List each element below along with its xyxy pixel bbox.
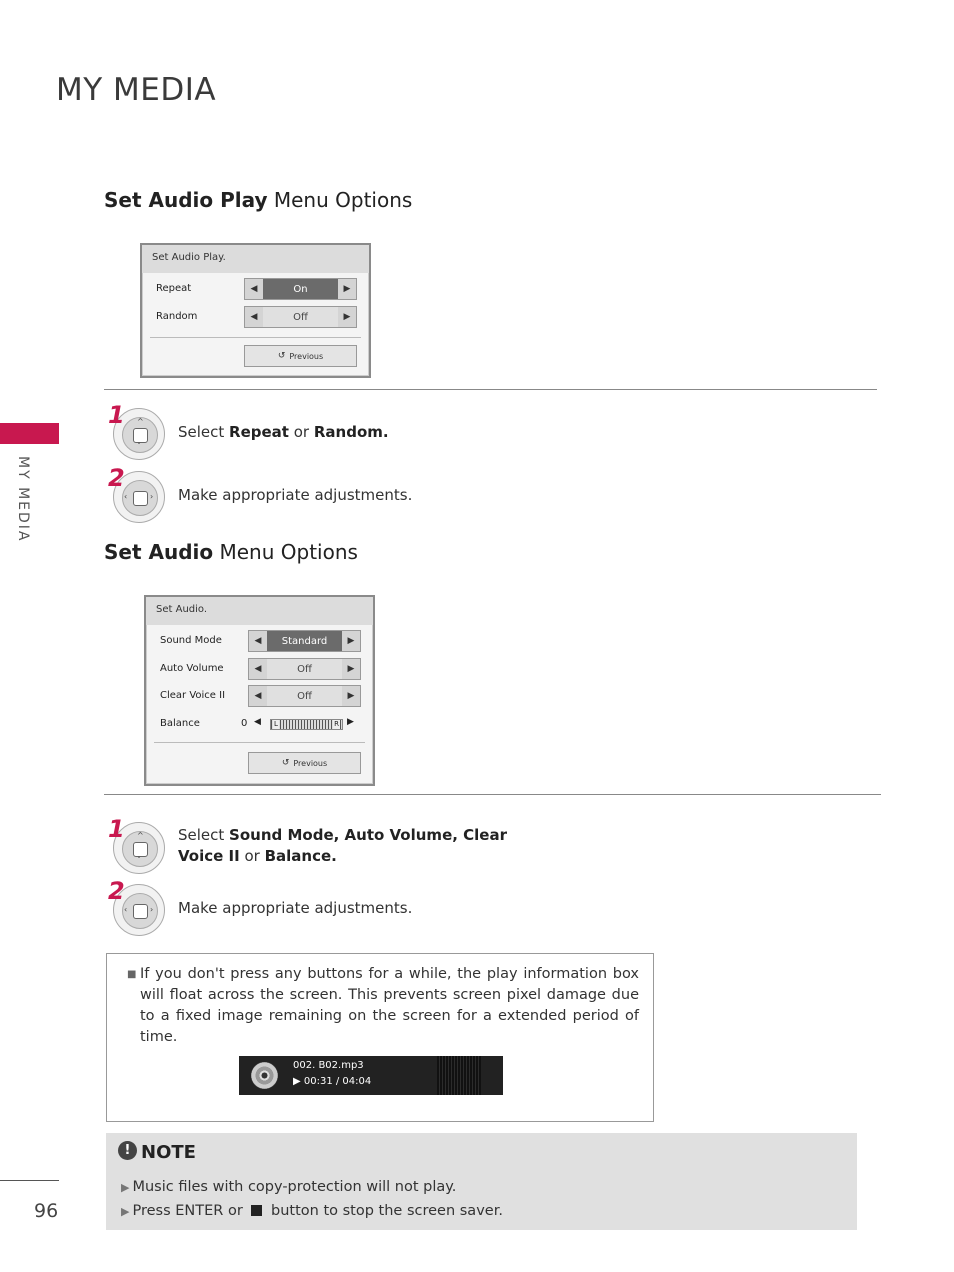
arrow-right-icon[interactable]: ▶ — [342, 686, 360, 706]
note-title: NOTE — [141, 1142, 196, 1163]
play-info-box — [239, 1056, 503, 1095]
auto-volume-selector[interactable] — [248, 658, 361, 680]
player-visualizer — [437, 1056, 481, 1095]
note-item: ▶ Press ENTER or button to stop the screen saver. — [121, 1203, 503, 1219]
step-number: 1 — [108, 401, 125, 429]
dialog-divider — [150, 337, 361, 338]
arrow-right-icon[interactable]: ▶ — [338, 307, 356, 327]
exclamation-icon: ! — [118, 1141, 137, 1160]
note-box — [106, 1133, 857, 1230]
arrow-left-icon[interactable]: ◀ — [249, 686, 267, 706]
info-box — [106, 953, 654, 1122]
row-label-clear-voice: Clear Voice II — [160, 690, 226, 701]
auto-volume-value: Off — [297, 663, 312, 675]
dialog-divider — [154, 742, 365, 743]
balance-slider[interactable]: L R — [270, 719, 343, 730]
step-instruction: Select Sound Mode, Auto Volume, Clear Voice II or Balance. — [178, 826, 508, 865]
note-item: ▶ Music files with copy-protection will not play. — [121, 1179, 457, 1195]
page-number-line — [0, 1180, 59, 1181]
remote-updown-icon: ^ ˇ — [113, 822, 165, 874]
section-heading-audio-play — [104, 188, 412, 212]
info-text: ■ If you don't press any buttons for a while, the play information box will float across the screen. This prevents screen pixel damage due to a fixed image remaining on the screen for a extended period of time. — [127, 966, 639, 1045]
remote-leftright-icon: ‹ › — [113, 471, 165, 523]
row-label-auto-volume: Auto Volume — [160, 663, 224, 674]
triangle-bullet-icon: ▶ — [121, 1205, 130, 1218]
arrow-right-icon[interactable]: ▶ — [342, 659, 360, 679]
section-divider — [104, 794, 881, 795]
row-label-repeat: Repeat — [156, 283, 192, 294]
bullet-square-icon: ■ — [127, 969, 137, 980]
dialog-header — [146, 597, 373, 625]
remote-updown-icon: ^ ˇ — [113, 408, 165, 460]
arrow-left-icon[interactable]: ◀ — [245, 279, 263, 299]
arrow-right-icon[interactable]: ▶ — [342, 631, 360, 651]
dialog-title: Set Audio. — [156, 604, 208, 615]
set-audio-dialog — [144, 595, 375, 786]
player-filename: 002. B02.mp3 — [293, 1060, 364, 1071]
sound-mode-selector[interactable] — [248, 630, 361, 652]
dialog-title: Set Audio Play. — [152, 252, 226, 263]
clear-voice-selector[interactable] — [248, 685, 361, 707]
random-selector[interactable] — [244, 306, 357, 328]
step-instruction: Make appropriate adjustments. — [178, 486, 413, 504]
remote-leftright-icon: ‹ › — [113, 884, 165, 936]
section-heading-audio — [104, 540, 358, 564]
heading-rest: Menu Options — [267, 188, 413, 212]
set-audio-play-dialog — [140, 243, 371, 378]
triangle-bullet-icon: ▶ — [121, 1181, 130, 1194]
arrow-left-icon[interactable]: ◀ — [249, 631, 267, 651]
previous-button[interactable] — [244, 345, 357, 367]
repeat-selector[interactable] — [244, 278, 357, 300]
disc-icon — [251, 1062, 278, 1089]
heading-bold: Set Audio — [104, 540, 214, 564]
step-number: 2 — [108, 464, 125, 492]
balance-left-arrow-icon[interactable]: ◀ — [254, 717, 261, 727]
back-icon: ↺ — [277, 351, 286, 361]
balance-value: 0 — [241, 718, 248, 729]
previous-label: Previous — [293, 758, 328, 768]
page-title: MY MEDIA — [56, 72, 217, 108]
row-label-random: Random — [156, 311, 198, 322]
side-tab-marker — [0, 423, 59, 444]
step-number: 2 — [108, 877, 125, 905]
heading-bold: Set Audio Play — [104, 188, 268, 212]
balance-right-arrow-icon[interactable]: ▶ — [347, 717, 354, 727]
arrow-right-icon[interactable]: ▶ — [338, 279, 356, 299]
previous-label: Previous — [289, 351, 324, 361]
section-divider — [104, 389, 877, 390]
heading-rest: Menu Options — [213, 540, 358, 564]
arrow-left-icon[interactable]: ◀ — [249, 659, 267, 679]
row-label-balance: Balance — [160, 718, 200, 729]
player-time: ▶ 00:31 / 04:04 — [293, 1076, 372, 1087]
play-icon: ▶ — [293, 1076, 304, 1087]
dialog-header — [142, 245, 369, 273]
row-label-sound-mode: Sound Mode — [160, 635, 222, 646]
page-number: 96 — [34, 1200, 59, 1222]
random-value: Off — [293, 311, 308, 323]
step-instruction: Select Repeat or Random. — [178, 423, 389, 441]
step-instruction: Make appropriate adjustments. — [178, 899, 413, 917]
sound-mode-value: Standard — [267, 631, 342, 651]
step-number: 1 — [108, 815, 125, 843]
arrow-left-icon[interactable]: ◀ — [245, 307, 263, 327]
repeat-value: On — [263, 279, 338, 299]
side-section-label: MY MEDIA — [15, 456, 31, 543]
back-icon: ↺ — [281, 758, 290, 768]
stop-icon — [251, 1205, 262, 1216]
previous-button[interactable] — [248, 752, 361, 774]
clear-voice-value: Off — [297, 690, 312, 702]
